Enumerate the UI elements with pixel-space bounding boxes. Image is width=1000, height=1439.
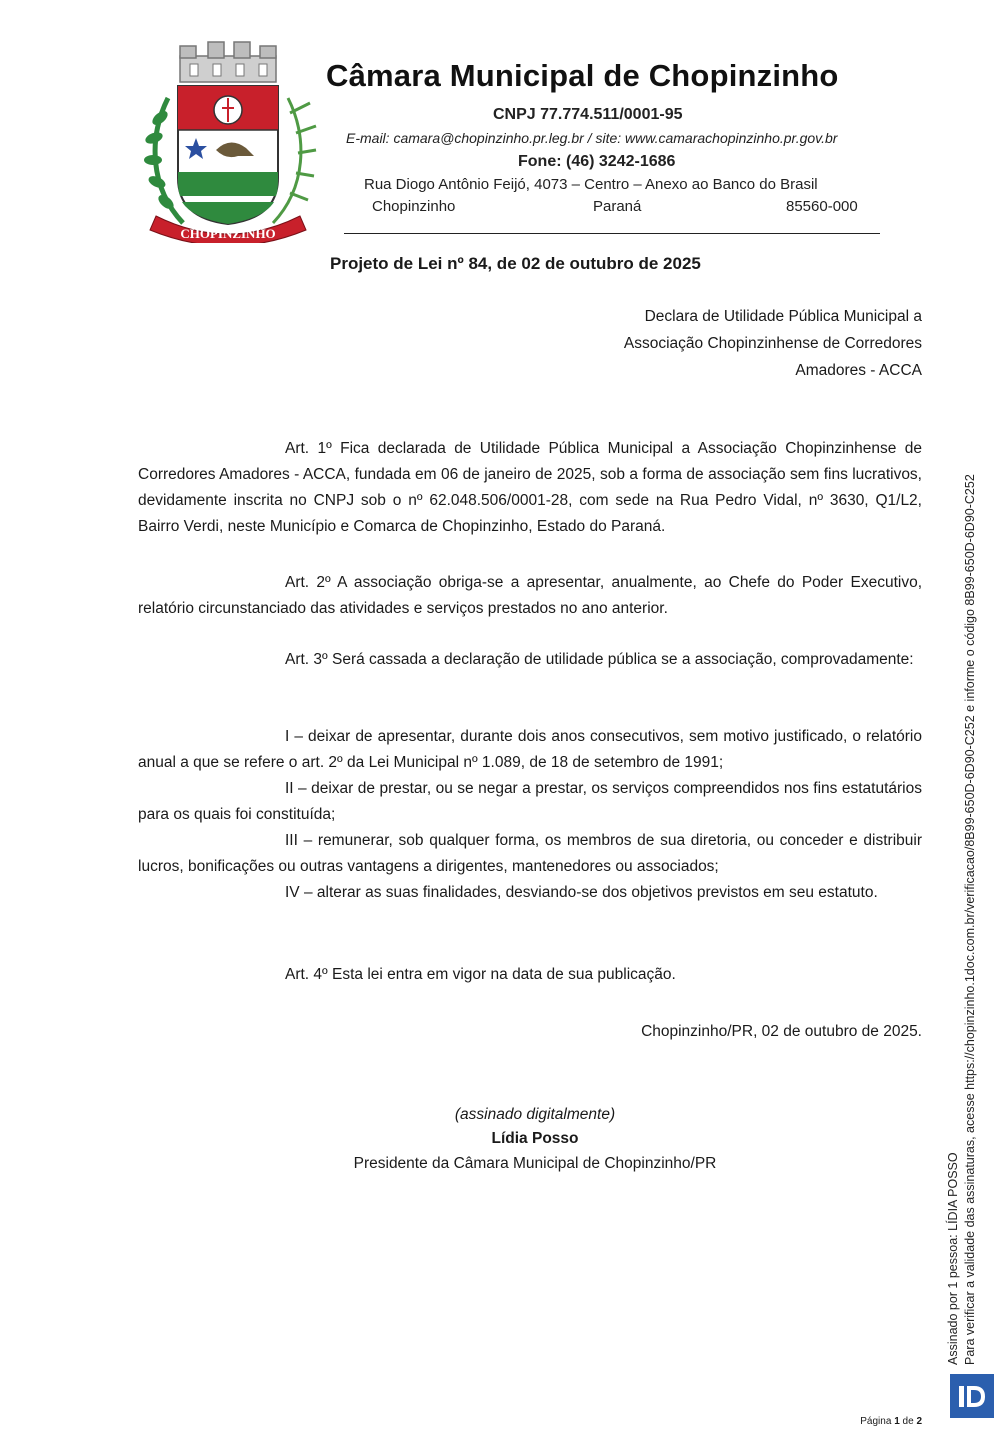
cnpj-line: CNPJ 77.774.511/0001-95 bbox=[493, 106, 683, 123]
inciso-iv: IV – alterar as suas finalidades, desviando-se dos objetivos previstos em seu estatuto. bbox=[285, 884, 878, 901]
inciso-ii: II – deixar de prestar, ou se negar a prestar, os serviços compreendidos nos fins estatutários para os quais foi constituída; bbox=[138, 780, 922, 823]
ementa-line: Declara de Utilidade Pública Municipal a bbox=[644, 308, 922, 325]
crest-ribbon-text: CHOPINZINHO bbox=[180, 226, 276, 241]
signature-note: (assinado digitalmente) bbox=[454, 1106, 616, 1123]
article-3 bbox=[138, 647, 922, 673]
article-2 bbox=[138, 570, 922, 622]
stamp-signed-by: Assinado por 1 pessoa: LÍDIA POSSO bbox=[946, 1152, 960, 1365]
signature-verification-stamp bbox=[945, 445, 993, 1365]
address-city: Chopinzinho bbox=[372, 198, 456, 215]
article-1 bbox=[138, 436, 922, 540]
article-2-text: Art. 2º A associação obriga-se a apresentar, anualmente, ao Chefe do Poder Executivo, relatório circunstanciado das atividades e serviços prestados no ano anterior. bbox=[138, 574, 922, 617]
address-cep: 85560-000 bbox=[786, 198, 858, 215]
stamp-verification-link[interactable]: Para verificar a validade das assinaturas, acesse https://chopinzinho.1doc.com.br/verificacao/8B99-650D-6D90-C252 e informe o código 8B99-650D-6D90-C252 bbox=[963, 474, 977, 1365]
page-label: Página bbox=[860, 1416, 892, 1427]
inciso-i: I – deixar de apresentar, durante dois anos consecutivos, sem motivo justificado, o relatório anual a que se refere o art. 2º da Lei Municipal nº 1.089, de 18 de setembro de 1991; bbox=[138, 728, 922, 771]
address-state: Paraná bbox=[593, 198, 642, 215]
place-date: Chopinzinho/PR, 02 de outubro de 2025. bbox=[641, 1023, 922, 1040]
page-number bbox=[860, 1416, 922, 1427]
page-total: 2 bbox=[916, 1416, 922, 1427]
ementa bbox=[560, 303, 922, 384]
institution-title: Câmara Municipal de Chopinzinho bbox=[326, 58, 839, 93]
ementa-line: Associação Chopinzinhense de Corredores bbox=[623, 335, 922, 352]
signatory-name: Lídia Posso bbox=[491, 1130, 579, 1147]
header-divider bbox=[344, 233, 880, 234]
article-3-text: Art. 3º Será cassada a declaração de utilidade pública se a associação, comprovadamente: bbox=[285, 651, 914, 668]
coat-of-arms-icon bbox=[138, 38, 318, 243]
inciso-iii: III – remunerar, sob qualquer forma, os membros de sua diretoria, ou conceder e distribuir lucros, bonificações ou outras vantagens a dirigentes, mantenedores ou associados; bbox=[138, 832, 922, 875]
article-4-text: Art. 4º Esta lei entra em vigor na data de sua publicação. bbox=[285, 966, 676, 983]
phone-line: Fone: (46) 3242-1686 bbox=[518, 153, 676, 170]
article-3-incisos bbox=[138, 724, 922, 906]
article-1-text: Art. 1º Fica declarada de Utilidade Pública Municipal a Associação Chopinzinhense de Corredores Amadores - ACCA, fundada em 06 de janeiro de 2025, sob a forma de associação sem fins lucrativos, devidamente inscrita no CNPJ sob o nº 62.048.506/0001-28, com sede na Rua Pedro Vidal, nº 3630, Q1/L2, Bairro Verdi, neste Município e Comarca de Chopinzinho, Estado do Paraná. bbox=[138, 440, 922, 535]
signatory-role: Presidente da Câmara Municipal de Chopinzinho/PR bbox=[353, 1155, 717, 1172]
address-line: Rua Diogo Antônio Feijó, 4073 – Centro – Anexo ao Banco do Brasil bbox=[364, 176, 818, 193]
email-site-line: E-mail: camara@chopinzinho.pr.leg.br / site: www.camarachopinzinho.pr.gov.br bbox=[346, 130, 838, 146]
article-4 bbox=[138, 962, 922, 988]
page-current: 1 bbox=[894, 1416, 900, 1427]
bill-title: Projeto de Lei nº 84, de 02 de outubro de 2025 bbox=[330, 254, 701, 273]
ementa-line: Amadores - ACCA bbox=[795, 362, 922, 379]
1doc-logo-icon bbox=[950, 1374, 994, 1418]
page-of: de bbox=[902, 1416, 914, 1427]
